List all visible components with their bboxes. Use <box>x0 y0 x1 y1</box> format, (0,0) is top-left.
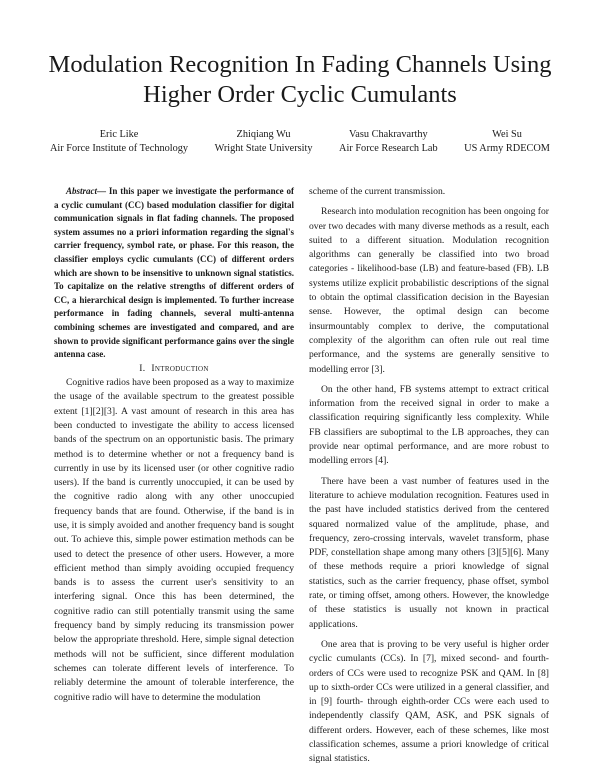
author-list <box>50 128 550 156</box>
right-column <box>309 185 549 767</box>
abstract <box>54 185 294 362</box>
title-line-1: Modulation Recognition In Fading Channels Using <box>48 51 552 78</box>
author-name: Wei Su <box>492 129 522 140</box>
abstract-text: — In this paper we investigate the performance of a cyclic cumulant (CC) based modulation classifier for digital communication signals in flat fading channels. The proposed system assumes no a priori information regarding the signal's carrier frequency, symbol rate, or phase. For this reason, the classifier employs cyclic cumulants (CC) of different orders which are shown to be insensitive to unknown signal statistics. To capitalize on the relative strengths of different orders of CC, a hierarchical design is implemented. To further increase performance in fading channels, several multi-antenna combining schemes are investigated and compared, and are shown to provide significant performance gains over the single antenna case. <box>54 186 294 360</box>
section-title: Introduction <box>151 362 209 374</box>
author-affiliation: Wright State University <box>214 143 313 154</box>
author-3 <box>339 128 438 156</box>
author-name: Vasu Chakravarthy <box>349 129 428 140</box>
author-affiliation: Air Force Institute of Technology <box>50 143 189 154</box>
body-paragraph: Cognitive radios have been proposed as a way to maximize the usage of the available spectrum to the greatest possible extent [1][2][3]. A vast amount of research in this area has been conducted to investigate the ability to access licensed bands of the spectrum on an opportunistic basis. The primary method is to determine whether or not a frequency band is currently in use by its licensed user (or other cognitive radio users). If the band is currently unoccupied, it can be used by the cognitive radio along with any other unoccupied frequency bands that are found. Otherwise, if the band is in use, it is simply avoided and another frequency band is sought out. To achieve this, simple power estimation methods can be used to detect the presence of other users. However, a more efficient method than simply avoiding occupied frequency bands is to assess the current user's sensitivity to an interfering signal. Once this has been determined, the cognitive radio can still potentially transmit using the same frequency band by simply reducing its transmission power below the appropriate threshold. Here, simple signal detection methods will not be sufficient, since different modulation schemes can tolerate different levels of interference. To reliably determine the amount of tolerable interference, the cognitive radio will have to determine the modulation <box>54 377 294 703</box>
body-paragraph: One area that is proving to be very useful is higher order cyclic cumulants (CCs). In [7], mixed second- and fourth-orders of CCs were used to recognize PSK and QAM. In [8] up to sixth-order CCs were utilized in a general classifier, and in [9] fourth- through eighth-order CCs were each used to independently classify QAM, ASK, and PSK signals of different orders. However, each of these schemes, like most classification schemes, assume a priori knowledge of critical signal statistics. <box>309 638 549 765</box>
section-heading-introduction <box>54 362 294 376</box>
author-4 <box>464 128 550 156</box>
author-affiliation: US Army RDECOM <box>464 143 550 154</box>
section-number: I. <box>139 362 146 374</box>
author-affiliation: Air Force Research Lab <box>339 143 438 154</box>
abstract-label: Abstract <box>66 186 98 196</box>
body-paragraph: Research into modulation recognition has been ongoing for over two decades with many diverse methods as a result, each suited to a different situation. Modulation recognition algorithms can generally be classified into two broad categories - likelihood-base (LB) and feature-based (FB). LB systems utilize explicit probabilistic descriptions of the signal to obtain the optimal classification decision in the Bayesian sense. However, the optimal design can become insurmountably complex to derive, the computational complexity of the algorithm can often rule out real time performance, and the systems are generally sensitive to modelling error [3]. <box>309 206 549 375</box>
body-paragraph: On the other hand, FB systems attempt to extract critical information from the received signal in order to make a classification requiring significantly less complexity. While FB classifiers are suboptimal to the LB approaches, they can provide near optimal performance, and are more robust to modelling errors [4]. <box>309 383 549 467</box>
author-name: Zhiqiang Wu <box>236 129 291 140</box>
title-line-2: Higher Order Cyclic Cumulants <box>143 81 457 108</box>
left-column <box>54 185 294 705</box>
author-name: Eric Like <box>99 129 139 140</box>
author-1 <box>50 128 188 156</box>
body-paragraph: scheme of the current transmission. <box>309 186 446 197</box>
body-paragraph: There have been a vast number of features used in the literature to achieve modulation recognition. Features used in the past have included statistics derived from the centered squared normalized value of the amplitude, phase, and frequency, zero-crossing intervals, wavelet transform, phase PDF, constellation shape among many others [3][5][6]. Many of these methods require a priori knowledge of signal statistics, such as the carrier frequency, phase offset, symbol rate, or timing offset, among others. However, the knowledge of these statistics is usually not known in practical applications. <box>309 475 549 630</box>
paper-title <box>40 50 560 110</box>
author-2 <box>215 128 313 156</box>
